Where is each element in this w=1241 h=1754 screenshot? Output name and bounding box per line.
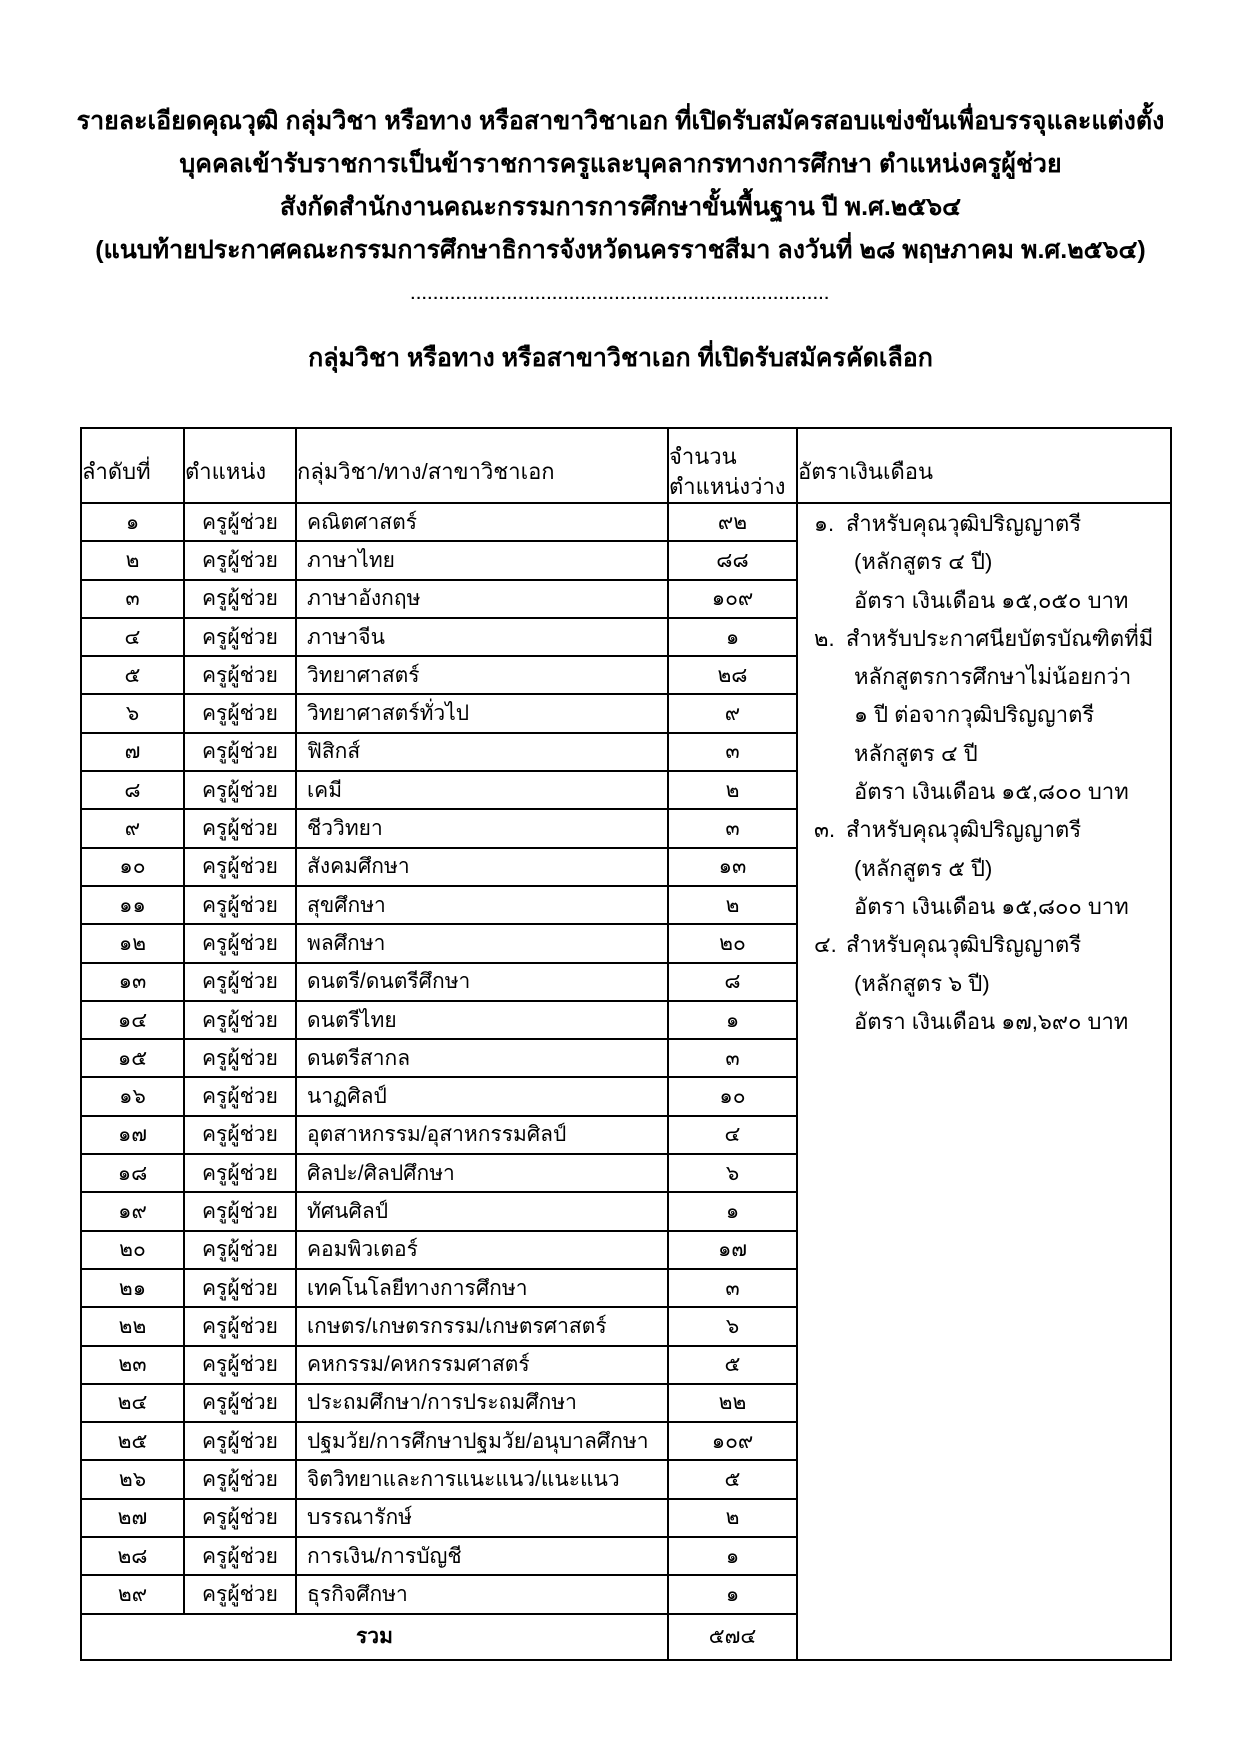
row-position: ครูผู้ช่วย (185, 1040, 297, 1078)
row-subject: ภาษาไทย (297, 542, 669, 580)
salary-note-line: อัตรา เงินเดือน ๑๗,๖๙๐ บาท (854, 1008, 1129, 1034)
row-order-number: ๑ (82, 504, 185, 542)
row-vacancy: ๘ (669, 964, 798, 1002)
row-subject: เทคโนโลยีทางการศึกษา (297, 1270, 669, 1308)
row-subject: การเงิน/การบัญชี (297, 1538, 669, 1576)
row-subject: วิทยาศาสตร์ (297, 657, 669, 695)
title-line-1: รายละเอียดคุณวุฒิ กลุ่มวิชา หรือทาง หรือสาขาวิชาเอก ที่เปิดรับสมัครสอบแข่งขันเพื่อบรรจุและแต่งตั้ง (76, 107, 1165, 135)
row-position: ครูผู้ช่วย (185, 1347, 297, 1385)
salary-note-line: (หลักสูตร ๔ ปี) (854, 549, 993, 575)
row-subject: จิตวิทยาและการแนะแนว/แนะแนว (297, 1461, 669, 1499)
row-position: ครูผู้ช่วย (185, 1117, 297, 1155)
salary-note-line: สำหรับคุณวุฒิปริญญาตรี (846, 511, 1082, 536)
row-subject: พลศึกษา (297, 925, 669, 963)
title-line-3: สังกัดสำนักงานคณะกรรมการการศึกษาขั้นพื้นฐาน ปี พ.ศ.๒๕๖๔ (279, 193, 962, 221)
salary-note-number: ๓. (814, 817, 836, 843)
row-subject: ประถมศึกษา/การประถมศึกษา (297, 1385, 669, 1423)
row-subject: อุตสาหกรรม/อุสาหกรรมศิลป์ (297, 1117, 669, 1155)
salary-note-lines (846, 926, 1164, 1041)
row-vacancy: ๙๒ (669, 504, 798, 542)
salary-note-line: หลักสูตรการศึกษาไม่น้อยกว่า (854, 664, 1132, 690)
salary-note-line: หลักสูตร ๔ ปี (854, 740, 978, 766)
section-subtitle: กลุ่มวิชา หรือทาง หรือสาขาวิชาเอก ที่เปิดรับสมัครคัดเลือก (308, 344, 933, 372)
row-position: ครูผู้ช่วย (185, 1193, 297, 1231)
title-line-4: (แนบท้ายประกาศคณะกรรมการศึกษาธิการจังหวัดนครราชสีมา ลงวันที่ ๒๘ พฤษภาคม พ.ศ.๒๕๖๔) (95, 236, 1146, 264)
row-vacancy: ๑ (669, 1538, 798, 1576)
row-order-number: ๑๑ (82, 887, 185, 925)
row-subject: นาฏศิลป์ (297, 1078, 669, 1116)
row-order-number: ๒๐ (82, 1232, 185, 1270)
row-order-number: ๒๙ (82, 1576, 185, 1614)
salary-note-line: สำหรับคุณวุฒิปริญญาตรี (846, 817, 1082, 843)
row-vacancy: ๒๒ (669, 1385, 798, 1423)
row-vacancy: ๑ (669, 1002, 798, 1040)
salary-note-number: ๔. (814, 932, 837, 958)
row-order-number: ๑๔ (82, 1002, 185, 1040)
row-subject: ดนตรีไทย (297, 1002, 669, 1040)
row-vacancy: ๑๓ (669, 849, 798, 887)
row-subject: ฟิสิกส์ (297, 734, 669, 772)
row-position: ครูผู้ช่วย (185, 1385, 297, 1423)
row-position: ครูผู้ช่วย (185, 1078, 297, 1116)
dotted-divider: .......................................................................... (410, 286, 831, 303)
row-order-number: ๑๕ (82, 1040, 185, 1078)
row-subject: สุขศึกษา (297, 887, 669, 925)
row-vacancy: ๙ (669, 695, 798, 733)
row-subject: ภาษาอังกฤษ (297, 581, 669, 619)
row-vacancy: ๑๐๙ (669, 1423, 798, 1461)
row-vacancy: ๓ (669, 1040, 798, 1078)
row-position: ครูผู้ช่วย (185, 1461, 297, 1499)
row-vacancy: ๑๐๙ (669, 581, 798, 619)
row-subject: ทัศนศิลป์ (297, 1193, 669, 1231)
salary-note (814, 811, 1164, 926)
row-vacancy: ๒ (669, 1500, 798, 1538)
row-position: ครูผู้ช่วย (185, 657, 297, 695)
row-order-number: ๒๒ (82, 1308, 185, 1346)
row-subject: คณิตศาสตร์ (297, 504, 669, 542)
row-subject: เคมี (297, 772, 669, 810)
salary-note-lines (846, 620, 1164, 811)
row-position: ครูผู้ช่วย (185, 1270, 297, 1308)
row-order-number: ๒๔ (82, 1385, 185, 1423)
row-vacancy: ๒ (669, 772, 798, 810)
row-subject: ชีววิทยา (297, 810, 669, 848)
total-label: รวม (82, 1615, 669, 1659)
row-position: ครูผู้ช่วย (185, 849, 297, 887)
header-salary-rate: อัตราเงินเดือน (798, 429, 1170, 504)
header-subject-group: กลุ่มวิชา/ทาง/สาขาวิชาเอก (297, 429, 669, 504)
row-subject: คหกรรม/คหกรรมศาสตร์ (297, 1347, 669, 1385)
row-vacancy: ๕ (669, 1461, 798, 1499)
row-order-number: ๑๖ (82, 1078, 185, 1116)
salary-note-line: (หลักสูตร ๕ ปี) (854, 855, 993, 881)
header-vacancy-count: จำนวน ตำแหน่งว่าง (669, 429, 798, 504)
row-subject: สังคมศึกษา (297, 849, 669, 887)
row-vacancy: ๑ (669, 1193, 798, 1231)
salary-note-line: สำหรับประกาศนียบัตรบัณฑิตที่มี (846, 625, 1154, 651)
row-vacancy: ๓ (669, 734, 798, 772)
row-position: ครูผู้ช่วย (185, 581, 297, 619)
row-vacancy: ๑ (669, 619, 798, 657)
salary-note (814, 505, 1164, 620)
header-position: ตำแหน่ง (185, 429, 297, 504)
row-subject: คอมพิวเตอร์ (297, 1232, 669, 1270)
row-position: ครูผู้ช่วย (185, 504, 297, 542)
row-position: ครูผู้ช่วย (185, 964, 297, 1002)
row-order-number: ๒๖ (82, 1461, 185, 1499)
total-vacancy-value: ๕๗๔ (669, 1615, 798, 1659)
salary-note-line: อัตรา เงินเดือน ๑๕,๐๕๐ บาท (854, 587, 1129, 613)
row-order-number: ๑๙ (82, 1193, 185, 1231)
row-order-number: ๑๗ (82, 1117, 185, 1155)
row-position: ครูผู้ช่วย (185, 1500, 297, 1538)
salary-note-number: ๑. (814, 511, 835, 536)
row-order-number: ๑๘ (82, 1155, 185, 1193)
row-position: ครูผู้ช่วย (185, 810, 297, 848)
row-order-number: ๘ (82, 772, 185, 810)
row-position: ครูผู้ช่วย (185, 734, 297, 772)
document-title-block (0, 100, 1241, 272)
title-line-2: บุคคลเข้ารับราชการเป็นข้าราชการครูและบุคลากรทางการศึกษา ตำแหน่งครูผู้ช่วย (179, 150, 1062, 178)
row-order-number: ๕ (82, 657, 185, 695)
row-order-number: ๒๑ (82, 1270, 185, 1308)
row-position: ครูผู้ช่วย (185, 1423, 297, 1461)
salary-note-line: สำหรับคุณวุฒิปริญญาตรี (846, 932, 1082, 958)
row-vacancy: ๒๐ (669, 925, 798, 963)
row-vacancy: ๑๐ (669, 1078, 798, 1116)
salary-notes (814, 505, 1164, 1041)
salary-note-line: อัตรา เงินเดือน ๑๕,๘๐๐ บาท (854, 779, 1129, 805)
row-subject: ภาษาจีน (297, 619, 669, 657)
row-order-number: ๑๐ (82, 849, 185, 887)
row-order-number: ๖ (82, 695, 185, 733)
row-order-number: ๓ (82, 581, 185, 619)
row-order-number: ๑๓ (82, 964, 185, 1002)
row-vacancy: ๘๘ (669, 542, 798, 580)
row-position: ครูผู้ช่วย (185, 1155, 297, 1193)
salary-note (814, 620, 1164, 811)
row-vacancy: ๒ (669, 887, 798, 925)
row-vacancy: ๒๘ (669, 657, 798, 695)
salary-note-line: อัตรา เงินเดือน ๑๕,๘๐๐ บาท (854, 893, 1129, 919)
row-position: ครูผู้ช่วย (185, 542, 297, 580)
row-subject: ดนตรีสากล (297, 1040, 669, 1078)
row-subject: ศิลปะ/ศิลปศึกษา (297, 1155, 669, 1193)
row-position: ครูผู้ช่วย (185, 695, 297, 733)
row-subject: เกษตร/เกษตรกรรม/เกษตรศาสตร์ (297, 1308, 669, 1346)
row-vacancy: ๔ (669, 1117, 798, 1155)
row-order-number: ๒๗ (82, 1500, 185, 1538)
row-vacancy: ๓ (669, 810, 798, 848)
row-subject: ธุรกิจศึกษา (297, 1576, 669, 1614)
row-order-number: ๗ (82, 734, 185, 772)
row-order-number: ๒ (82, 542, 185, 580)
salary-note-line: ๑ ปี ต่อจากวุฒิปริญญาตรี (854, 702, 1095, 728)
salary-note-lines (846, 505, 1164, 620)
row-position: ครูผู้ช่วย (185, 1232, 297, 1270)
salary-note-line: (หลักสูตร ๖ ปี) (854, 970, 990, 996)
row-subject: ปฐมวัย/การศึกษาปฐมวัย/อนุบาลศึกษา (297, 1423, 669, 1461)
row-position: ครูผู้ช่วย (185, 772, 297, 810)
row-position: ครูผู้ช่วย (185, 1576, 297, 1614)
row-position: ครูผู้ช่วย (185, 1538, 297, 1576)
header-order-number: ลำดับที่ (82, 429, 185, 504)
row-order-number: ๔ (82, 619, 185, 657)
salary-note-number: ๒. (814, 625, 835, 651)
row-vacancy: ๑ (669, 1576, 798, 1614)
row-vacancy: ๖ (669, 1155, 798, 1193)
row-vacancy: ๖ (669, 1308, 798, 1346)
salary-column-cell (798, 504, 1170, 1659)
row-vacancy: ๑๗ (669, 1232, 798, 1270)
row-order-number: ๙ (82, 810, 185, 848)
row-subject: ดนตรี/ดนตรีศึกษา (297, 964, 669, 1002)
row-position: ครูผู้ช่วย (185, 887, 297, 925)
row-order-number: ๒๘ (82, 1538, 185, 1576)
salary-note (814, 926, 1164, 1041)
row-subject: วิทยาศาสตร์ทั่วไป (297, 695, 669, 733)
row-vacancy: ๕ (669, 1347, 798, 1385)
row-position: ครูผู้ช่วย (185, 925, 297, 963)
salary-note-lines (846, 811, 1164, 926)
row-vacancy: ๓ (669, 1270, 798, 1308)
row-order-number: ๒๓ (82, 1347, 185, 1385)
subjects-table (80, 427, 1172, 1661)
row-position: ครูผู้ช่วย (185, 1002, 297, 1040)
row-order-number: ๒๕ (82, 1423, 185, 1461)
row-order-number: ๑๒ (82, 925, 185, 963)
row-position: ครูผู้ช่วย (185, 1308, 297, 1346)
row-position: ครูผู้ช่วย (185, 619, 297, 657)
row-subject: บรรณารักษ์ (297, 1500, 669, 1538)
